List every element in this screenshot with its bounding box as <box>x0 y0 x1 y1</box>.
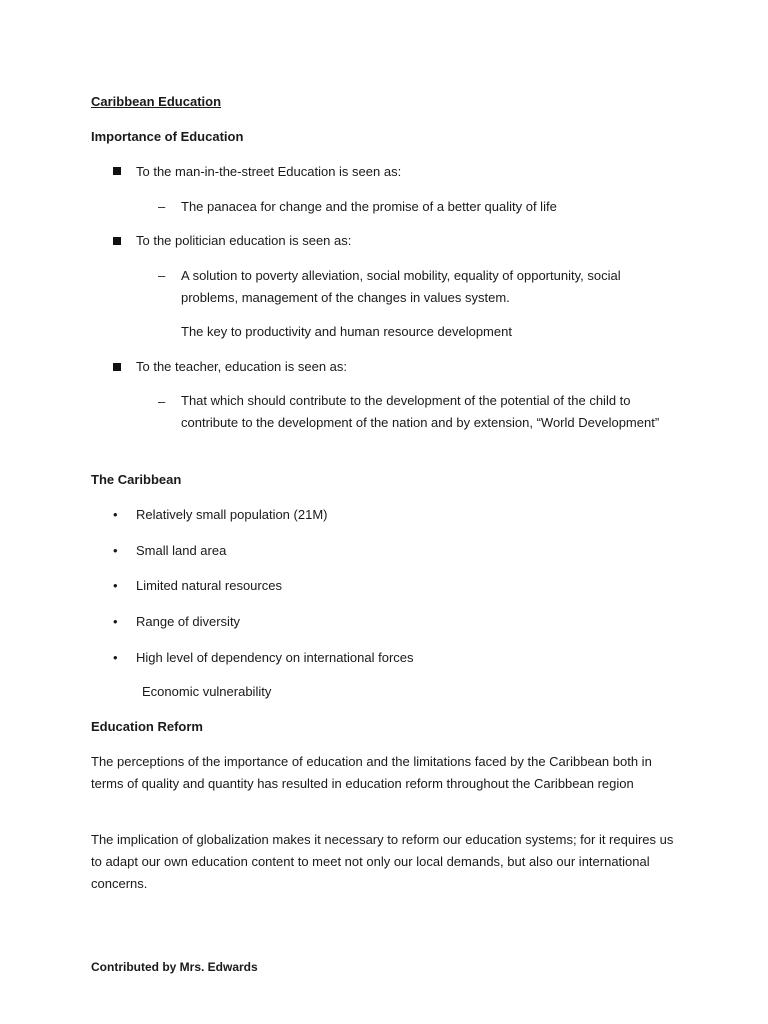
footer-credit: Contributed by Mrs. Edwards <box>91 960 258 974</box>
list-item: High level of dependency on international forces <box>136 650 414 665</box>
list-item: Limited natural resources <box>136 578 282 593</box>
dash-bullet-icon: – <box>158 394 166 409</box>
list-item-label: To the teacher, education is seen as: <box>136 359 348 374</box>
list-item: Relatively small population (21M) <box>136 507 328 522</box>
document-title: Caribbean Education <box>91 94 222 109</box>
sub-list-item: A solution to poverty alleviation, social mobility, equality of opportunity, social problems, management of the changes in values system. <box>181 268 621 305</box>
section-heading-reform: Education Reform <box>91 719 203 734</box>
dash-bullet-icon: – <box>158 199 166 214</box>
list-item: Range of diversity <box>136 614 241 629</box>
list-item-label: To the man-in-the-street Education is seen as: <box>136 164 402 179</box>
square-bullet-icon <box>113 237 121 245</box>
square-bullet-icon <box>113 167 121 175</box>
paragraph: The perceptions of the importance of education and the limitations faced by the Caribbean both in terms of quality and quantity has resulted in education reform throughout the Caribbean region <box>91 754 652 791</box>
round-bullet-icon: • <box>113 650 118 665</box>
section-heading-importance: Importance of Education <box>91 129 244 144</box>
round-bullet-icon: • <box>113 614 118 629</box>
sub-list-item: The panacea for change and the promise of a better quality of life <box>181 199 557 214</box>
sub-list-extra: The key to productivity and human resource development <box>181 324 512 339</box>
round-bullet-icon: • <box>113 578 118 593</box>
section-heading-caribbean: The Caribbean <box>91 472 182 487</box>
paragraph: The implication of globalization makes it necessary to reform our education systems; for it requires us to adapt our own education content to meet not only our local demands, but also our international concerns. <box>91 832 674 891</box>
square-bullet-icon <box>113 363 121 371</box>
round-bullet-icon: • <box>113 543 118 558</box>
list-item: Small land area <box>136 543 227 558</box>
sub-list-item: That which should contribute to the development of the potential of the child to contribute to the development of the nation and by extension, “World Development” <box>181 393 660 430</box>
dash-bullet-icon: – <box>158 268 166 283</box>
list-item-label: To the politician education is seen as: <box>136 233 352 248</box>
list-note: Economic vulnerability <box>142 684 272 699</box>
round-bullet-icon: • <box>113 507 118 522</box>
